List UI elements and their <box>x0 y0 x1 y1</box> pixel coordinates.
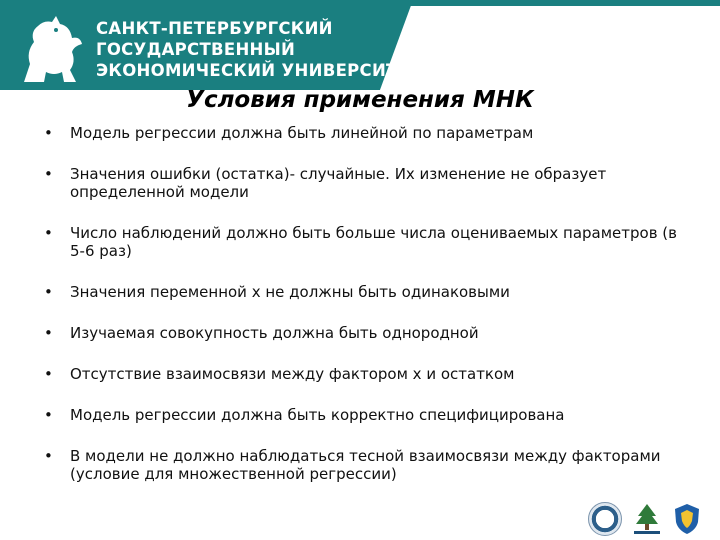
bullet-dot: • <box>44 165 53 183</box>
bullet-item <box>44 406 684 424</box>
bullet-item <box>44 283 684 301</box>
university-line: ЭКОНОМИЧЕСКИЙ УНИВЕРСИТЕТ <box>96 61 421 80</box>
bullet-text: Значения переменной x не должны быть одинаковыми <box>70 283 510 301</box>
bullet-item <box>44 324 684 342</box>
bullet-item <box>44 165 684 201</box>
griffin-icon <box>16 12 86 86</box>
bullet-text: Отсутствие взаимосвязи между фактором x и остатком <box>70 365 515 383</box>
bullet-text: Модель регрессии должна быть линейной по параметрам <box>70 124 534 142</box>
bullet-item <box>44 447 684 483</box>
bullet-text: Значения ошибки (остатка)- случайные. Их изменение не образует определенной модели <box>70 165 607 201</box>
bullet-dot: • <box>44 406 53 424</box>
slide-title: Условия применения МНК <box>186 87 534 113</box>
bullet-dot: • <box>44 324 53 342</box>
bullet-dot: • <box>44 124 53 142</box>
footer-logos <box>588 500 702 536</box>
bullet-text: В модели не должно наблюдаться тесной взаимосвязи между факторами (условие для множественной регрессии) <box>70 447 661 483</box>
bullet-list <box>44 124 684 506</box>
bullet-dot: • <box>44 224 53 242</box>
university-name <box>96 18 421 81</box>
university-line: ГОСУДАРСТВЕННЫЙ <box>96 40 296 59</box>
bullet-dot: • <box>44 447 53 465</box>
shield-logo-icon <box>672 502 702 536</box>
seal-logo-icon <box>588 502 622 536</box>
bullet-text: Число наблюдений должно быть больше числа оцениваемых параметров (в 5-6 раз) <box>70 224 678 260</box>
bullet-dot: • <box>44 365 53 383</box>
bullet-text: Модель регрессии должна быть корректно специфицирована <box>70 406 565 424</box>
bullet-item <box>44 365 684 383</box>
university-line: САНКТ-ПЕТЕРБУРГСКИЙ <box>96 19 333 38</box>
tree-logo-icon <box>630 500 664 536</box>
bullet-text: Изучаемая совокупность должна быть однородной <box>70 324 479 342</box>
bullet-item <box>44 124 684 142</box>
bullet-dot: • <box>44 283 53 301</box>
bullet-item <box>44 224 684 260</box>
